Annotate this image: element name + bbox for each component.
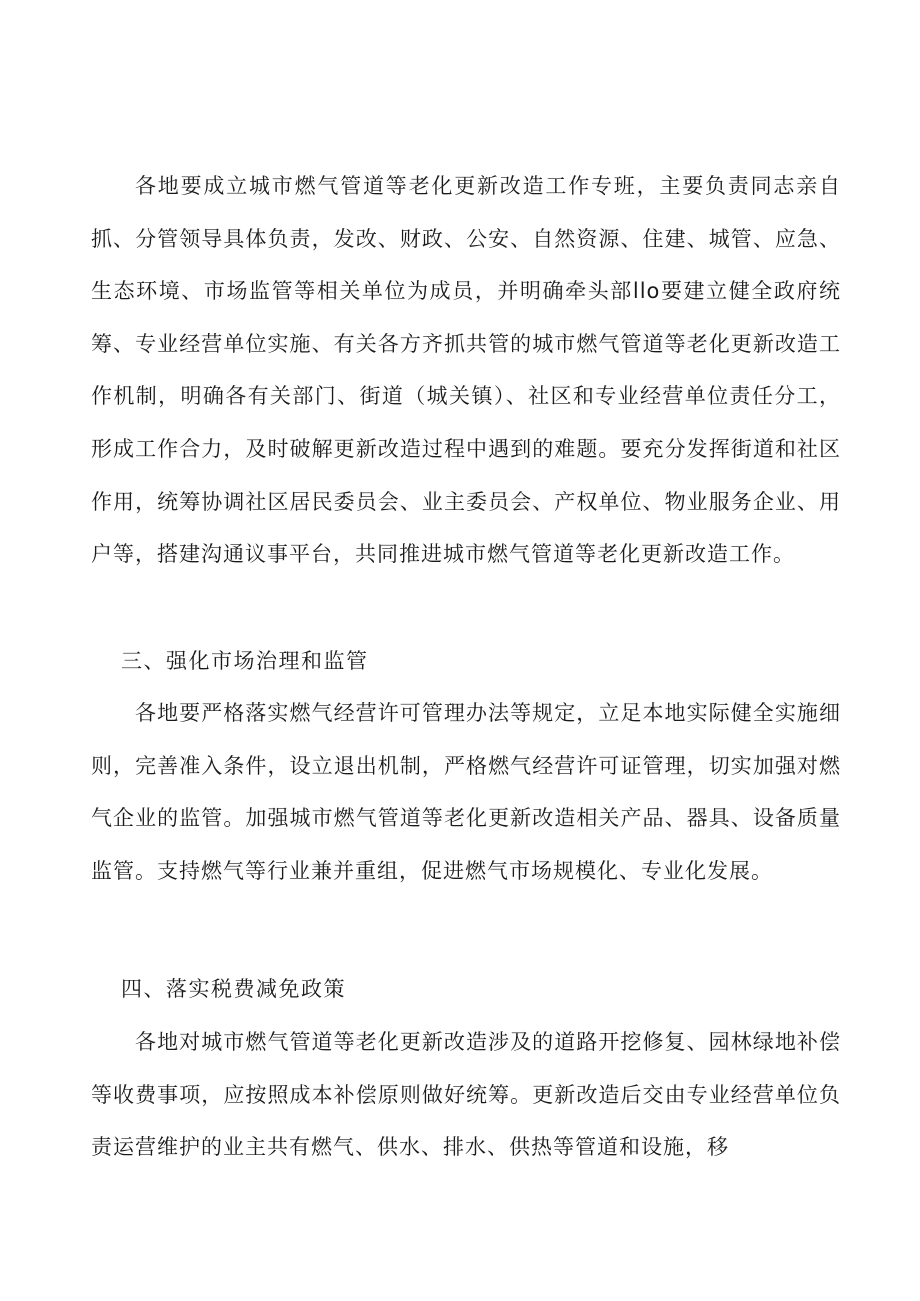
section-heading-tax-relief: 四、落实税费减免政策 [121,977,346,1001]
body-paragraph-market-regulation: 各地要严格落实燃气经营许可管理办法等规定，立足本地实际健全实施细则，完善准入条件，设立退出机制，严格燃气经营许可证管理，切实加强对燃气企业的监管。加强城市燃气管道等老化更新改造相关产品、器具、设备质量监管。支持燃气等行业兼并重组，促进燃气市场规模化、专业化发展。 [91,701,841,883]
section-heading-market-regulation: 三、强化市场治理和监管 [121,649,369,673]
body-paragraph-tax-relief: 各地对城市燃气管道等老化更新改造涉及的道路开挖修复、园林绿地补偿等收费事项，应按照成本补偿原则做好统筹。更新改造后交由专业经营单位负责运营维护的业主共有燃气、供水、排水、供热等管道和设施，移 [91,1030,841,1160]
body-paragraph-work-team: 各地要成立城市燃气管道等老化更新改造工作专班，主要负责同志亲自抓、分管领导具体负责，发改、财政、公安、自然资源、住建、城管、应急、生态环境、市场监管等相关单位为成员，并明确牵头部llo要建立健全政府统筹、专业经营单位实施、有关各方齐抓共管的城市燃气管道等老化更新改造工作机制，明确各有关部门、街道（城关镇）、社区和专业经营单位责任分工，形成工作合力，及时破解更新改造过程中遇到的难题。要充分发挥街道和社区作用，统筹协调社区居民委员会、业主委员会、产权单位、物业服务企业、用户等，搭建沟通议事平台，共同推进城市燃气管道等老化更新改造工作。 [91,174,841,567]
